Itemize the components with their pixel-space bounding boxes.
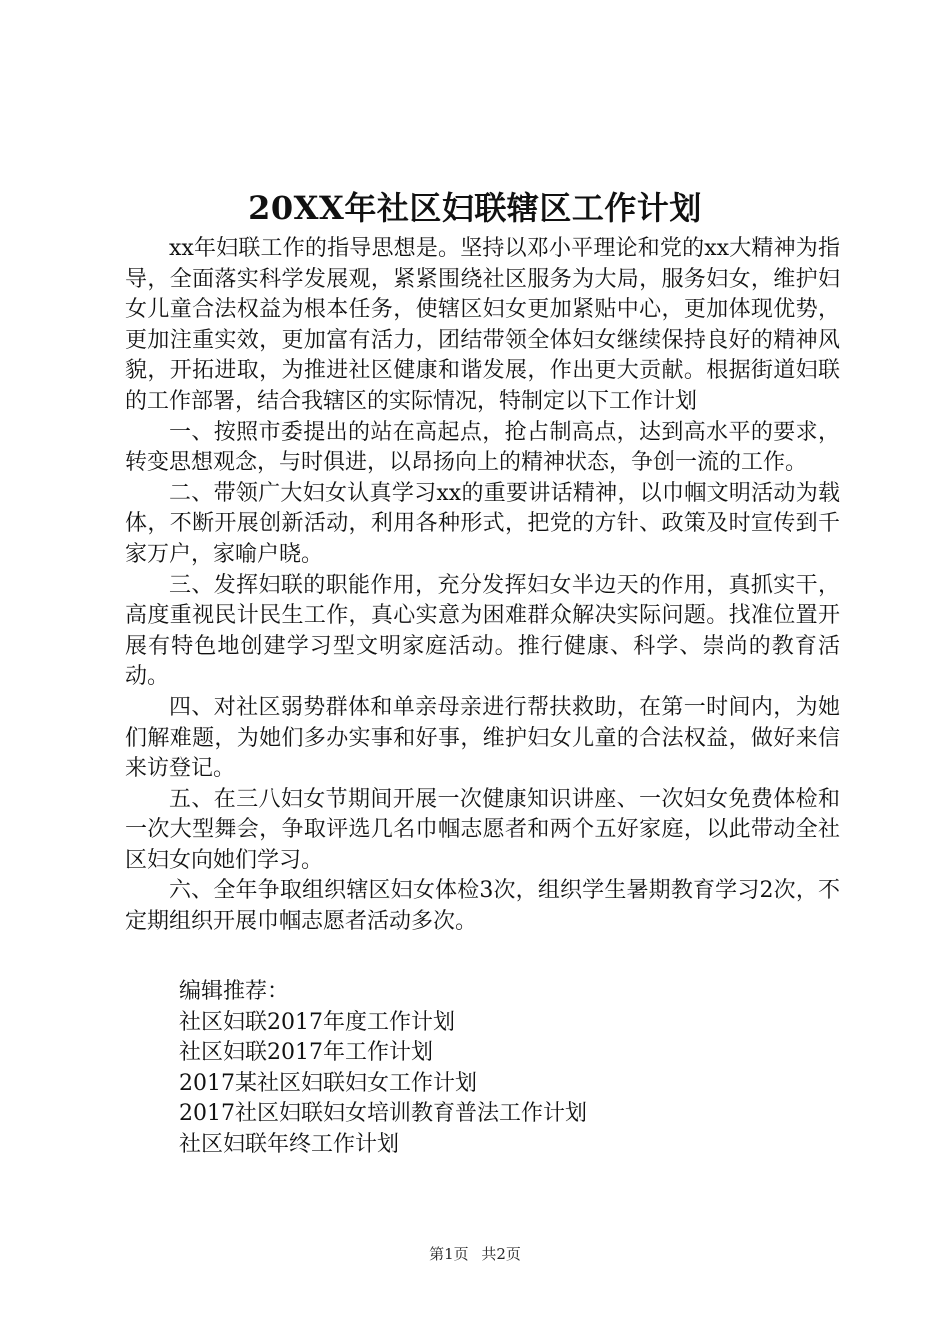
page-footer — [0, 1244, 950, 1264]
recommended-link-1[interactable]: 社区妇联2017年度工作计划 — [179, 1009, 455, 1035]
recommended-link-2[interactable]: 社区妇联2017年工作计划 — [179, 1040, 433, 1066]
plan-item-4: 四、对社区弱势群体和单亲母亲进行帮扶救助，在第一时间内，为她们解难题，为她们多办实事和好事，维护妇女儿童的合法权益，做好来信来访登记。 — [125, 694, 840, 782]
recommended-link-3[interactable]: 2017某社区妇联妇女工作计划 — [179, 1070, 477, 1096]
page-number: 第1页 — [429, 1245, 469, 1263]
recommended-link-4[interactable]: 2017社区妇联妇女培训教育普法工作计划 — [179, 1101, 587, 1127]
intro-paragraph: xx年妇联工作的指导思想是。坚持以邓小平理论和党的xx大精神为指导，全面落实科学发展观，紧紧围绕社区服务为大局，服务妇女，维护妇女儿童合法权益为根本任务，使辖区妇女更加紧贴中心，更加体现优势，更加注重实效，更加富有活力，团结带领全体妇女继续保持良好的精神风貌，开拓进取，为推进社区健康和谐发展，作出更大贡献。根据街道妇联的工作部署，结合我辖区的实际情况，特制定以下工作计划 — [125, 236, 840, 414]
plan-item-3: 三、发挥妇联的职能作用，充分发挥妇女半边天的作用，真抓实干，高度重视民计民生工作，真心实意为困难群众解决实际问题。找准位置开展有特色地创建学习型文明家庭活动。推行健康、科学、崇尚的教育活动。 — [125, 572, 840, 690]
recommended-heading: 编辑推荐： — [179, 979, 290, 1004]
page-count: 共2页 — [481, 1245, 521, 1263]
document-title: 20XX年社区妇联辖区工作计划 — [248, 189, 702, 227]
recommended-link-5[interactable]: 社区妇联年终工作计划 — [179, 1131, 400, 1157]
plan-item-1: 一、按照市委提出的站在高起点，抢占制高点，达到高水平的要求，转变思想观念，与时俱进，以昂扬向上的精神状态，争创一流的工作。 — [125, 419, 840, 476]
plan-item-5: 五、在三八妇女节期间开展一次健康知识讲座、一次妇女免费体检和一次大型舞会，争取评选几名巾帼志愿者和两个五好家庭，以此带动全社区妇女向她们学习。 — [125, 786, 840, 873]
plan-item-6: 六、全年争取组织辖区妇女体检3次，组织学生暑期教育学习2次，不定期组织开展巾帼志愿者活动多次。 — [125, 878, 840, 935]
recommended-articles — [179, 977, 839, 1161]
plan-item-2: 二、带领广大妇女认真学习xx的重要讲话精神，以巾帼文明活动为载体，不断开展创新活动，利用各种形式，把党的方针、政策及时宣传到千家万户，家喻户晓。 — [125, 480, 840, 567]
document-body — [125, 234, 840, 938]
